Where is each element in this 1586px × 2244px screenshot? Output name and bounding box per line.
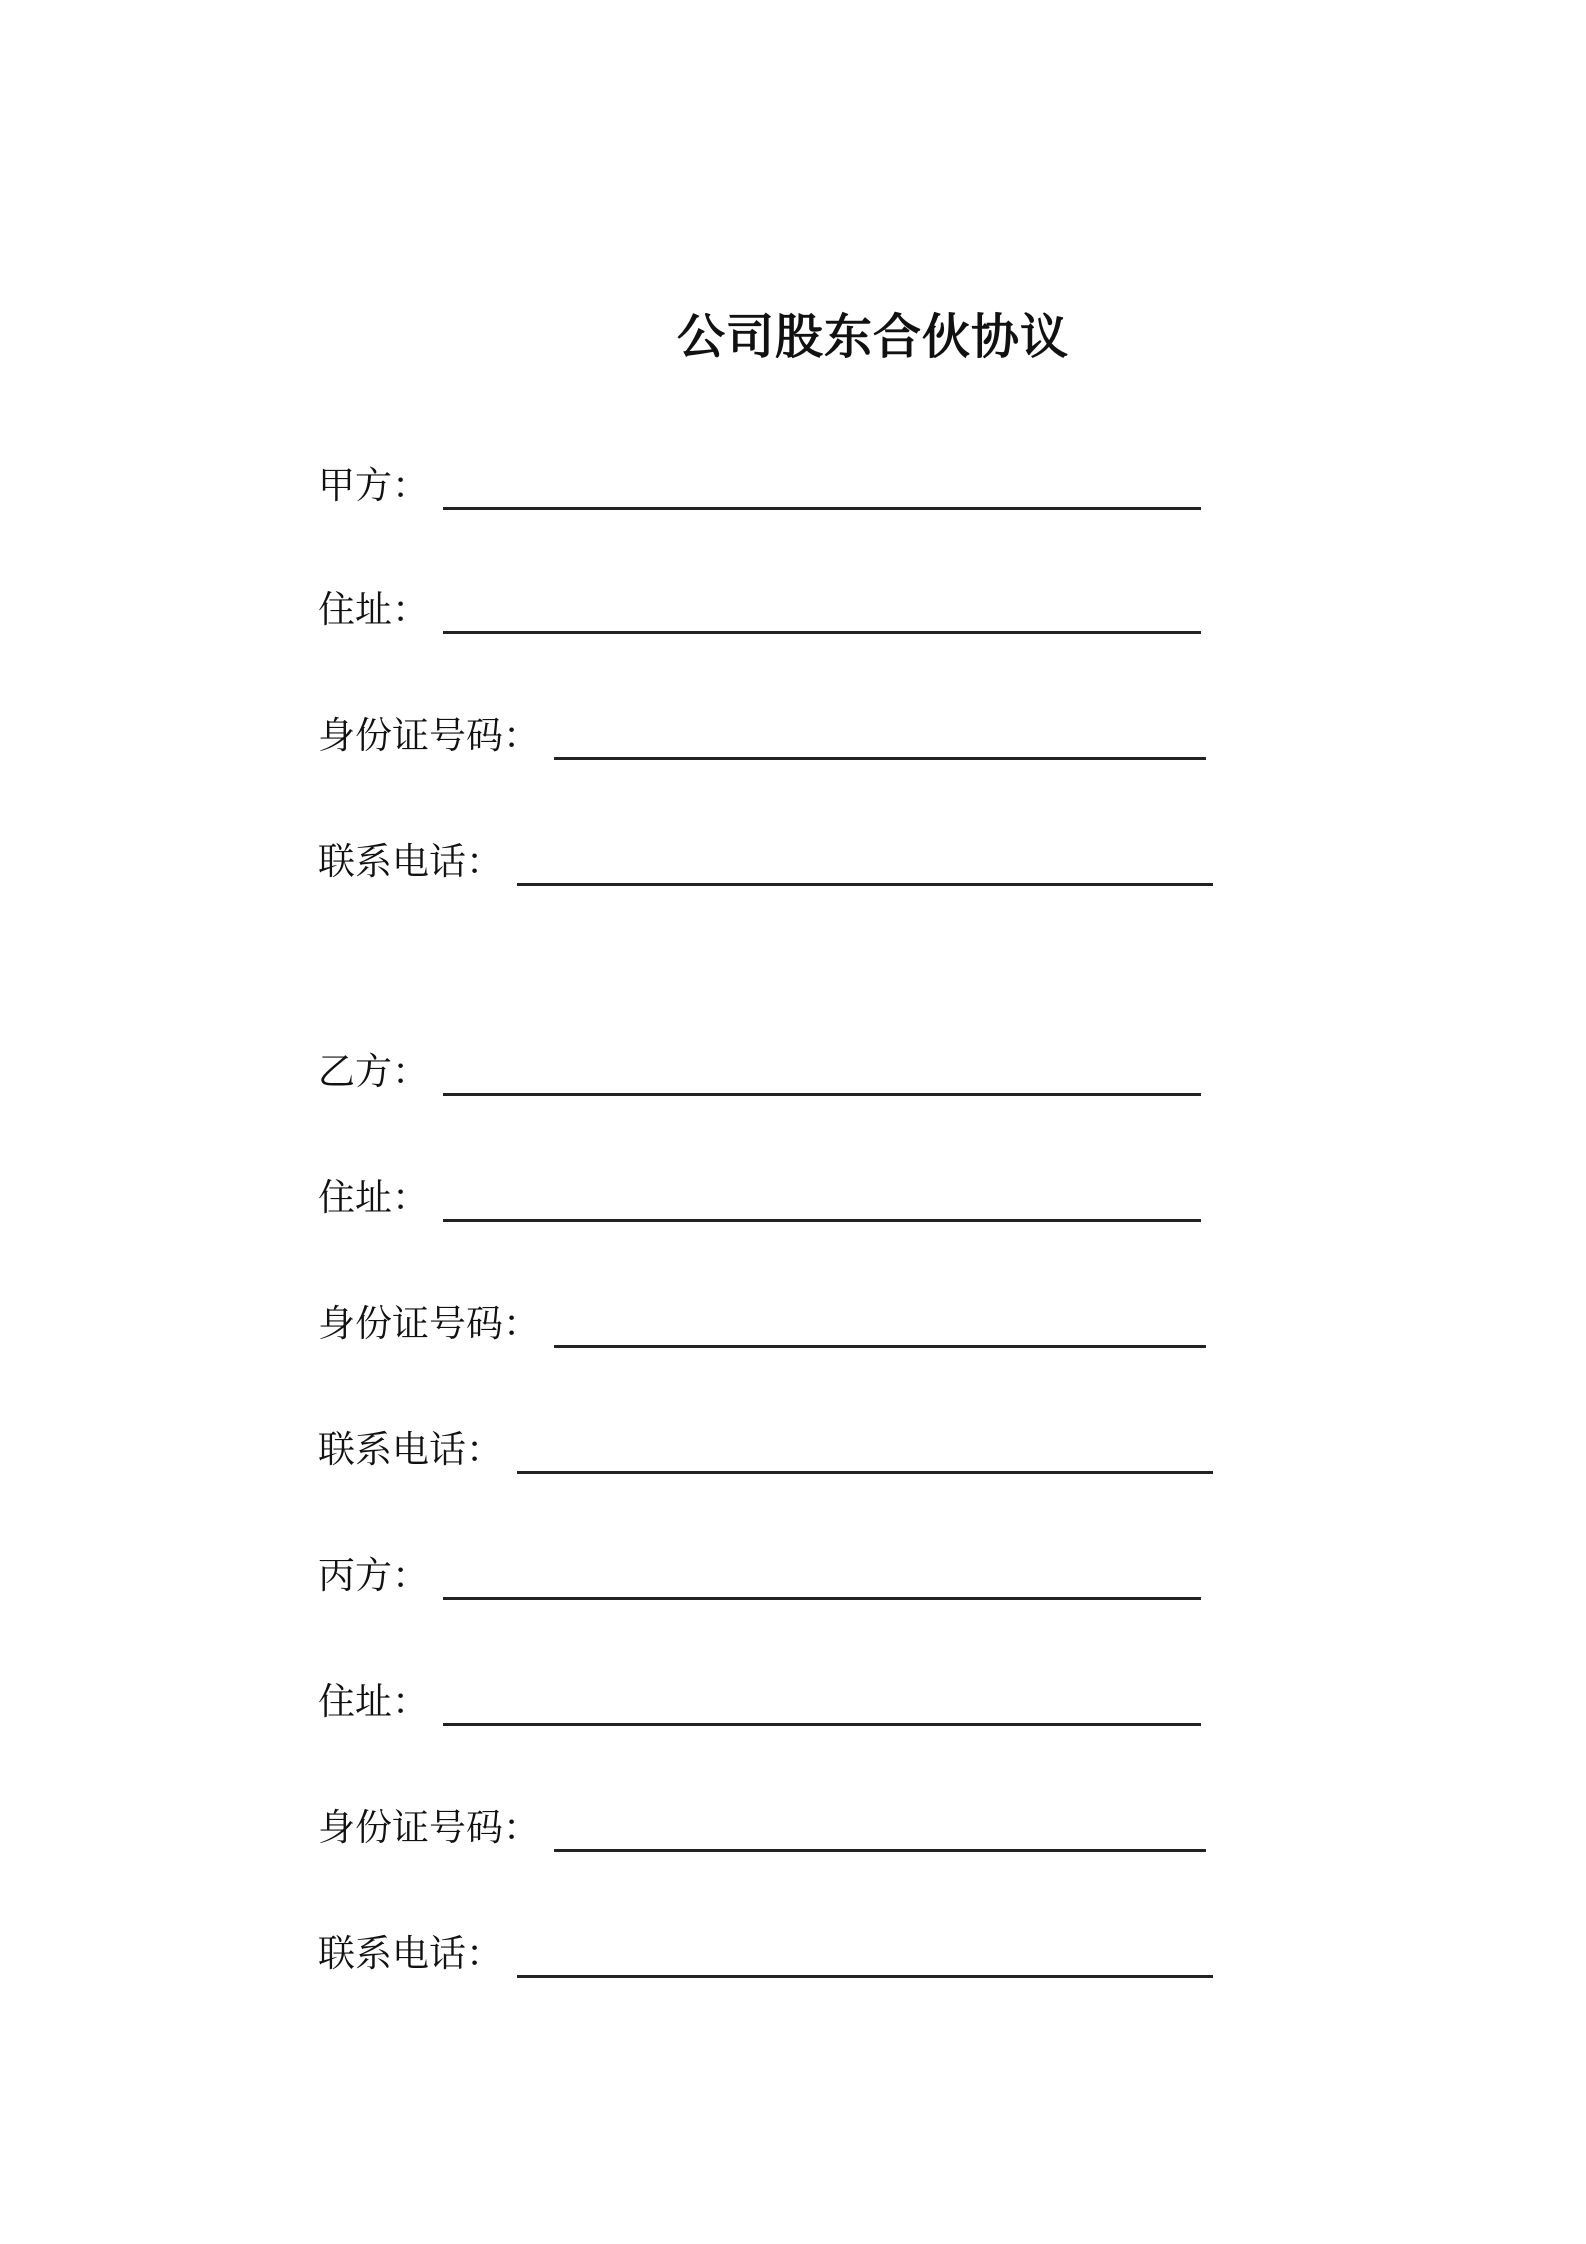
party-c-name-blank[interactable]	[443, 1543, 1201, 1600]
party-b-name-row	[318, 1044, 1201, 1100]
party-c-address-label: 住址：	[318, 1680, 429, 1723]
page-title: 公司股东合伙协议	[676, 309, 1069, 365]
party-c-phone-label: 联系电话：	[318, 1932, 503, 1975]
party-a-label: 甲方：	[318, 464, 429, 507]
party-c-address-row	[318, 1674, 1201, 1730]
party-a-name-row	[318, 458, 1201, 514]
party-a-id-row	[318, 708, 1206, 764]
party-b-phone-row	[318, 1422, 1213, 1478]
party-a-phone-row	[318, 834, 1213, 890]
party-b-name-blank[interactable]	[443, 1039, 1201, 1096]
party-b-address-blank[interactable]	[443, 1165, 1201, 1222]
party-b-address-label: 住址：	[318, 1176, 429, 1219]
party-b-id-blank[interactable]	[554, 1291, 1206, 1348]
party-c-name-row	[318, 1548, 1201, 1604]
party-a-address-row	[318, 582, 1201, 638]
party-c-phone-blank[interactable]	[517, 1921, 1213, 1978]
party-a-name-blank[interactable]	[443, 453, 1201, 510]
party-a-phone-blank[interactable]	[517, 829, 1213, 886]
party-b-phone-blank[interactable]	[517, 1417, 1213, 1474]
party-a-address-blank[interactable]	[443, 577, 1201, 634]
party-a-id-label: 身份证号码：	[318, 714, 540, 757]
party-a-id-blank[interactable]	[554, 703, 1206, 760]
party-c-label: 丙方：	[318, 1554, 429, 1597]
party-b-label: 乙方：	[318, 1050, 429, 1093]
party-a-address-label: 住址：	[318, 588, 429, 631]
party-c-phone-row	[318, 1926, 1213, 1982]
party-c-id-label: 身份证号码：	[318, 1806, 540, 1849]
party-b-address-row	[318, 1170, 1201, 1226]
party-b-id-row	[318, 1296, 1206, 1352]
party-c-id-blank[interactable]	[554, 1795, 1206, 1852]
party-a-phone-label: 联系电话：	[318, 840, 503, 883]
party-c-id-row	[318, 1800, 1206, 1856]
party-c-address-blank[interactable]	[443, 1669, 1201, 1726]
party-b-phone-label: 联系电话：	[318, 1428, 503, 1471]
party-b-id-label: 身份证号码：	[318, 1302, 540, 1345]
